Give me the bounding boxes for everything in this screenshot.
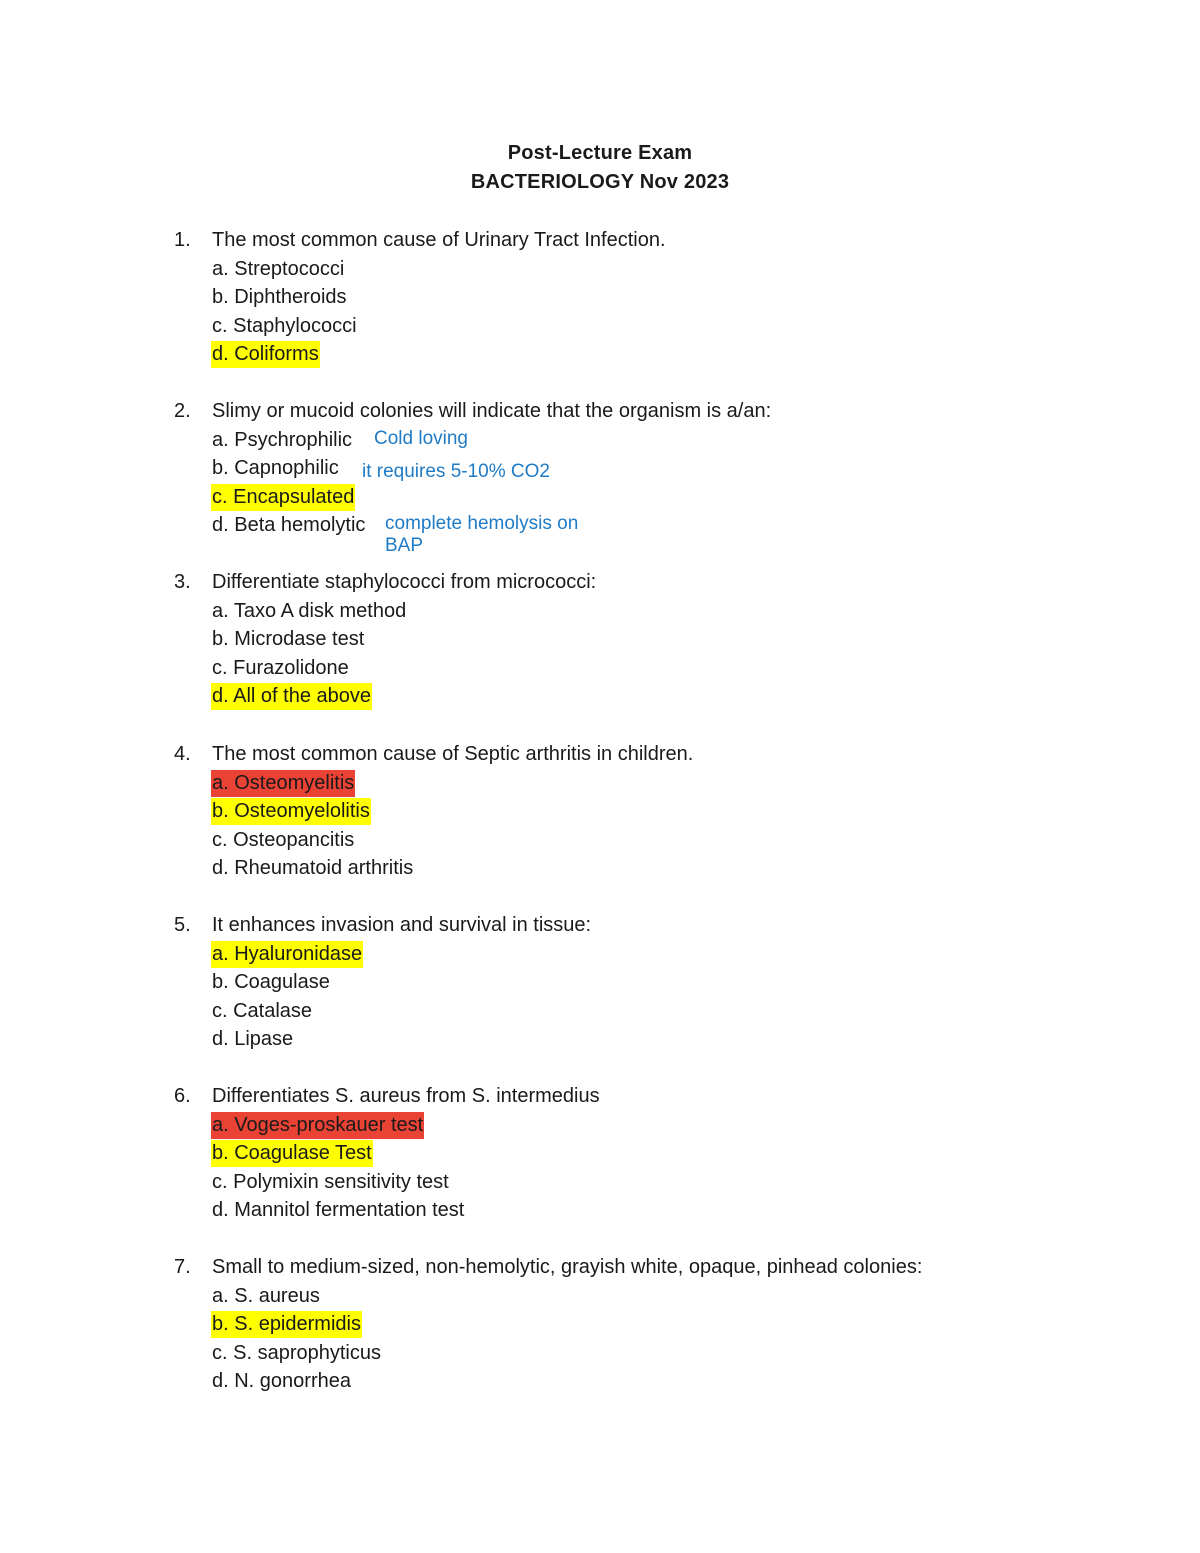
option-b: b. Coagulase	[212, 971, 330, 994]
annotation-capnophilic: it requires 5-10% CO2	[362, 461, 550, 482]
question-stem: Slimy or mucoid colonies will indicate that the organism is a/an:	[212, 400, 772, 422]
option-d: d. Mannitol fermentation test	[212, 1199, 465, 1222]
option-a: a. Streptococci	[212, 257, 345, 280]
option-b-correct: b. Osteomyelolitis	[211, 798, 371, 825]
annotation-psychrophilic: Cold loving	[374, 428, 468, 449]
exam-title: Post-Lecture Exam	[507, 142, 693, 164]
option-b-correct: b. Coagulase Test	[211, 1140, 373, 1167]
option-a-correct: a. Hyaluronidase	[211, 941, 363, 968]
option-c: c. Furazolidone	[212, 656, 349, 679]
option-d: d. Beta hemolytic	[212, 514, 366, 537]
question-number: 5.	[174, 914, 191, 936]
option-d: d. N. gonorrhea	[212, 1370, 351, 1393]
question-stem: Small to medium-sized, non-hemolytic, grayish white, opaque, pinhead colonies:	[212, 1256, 923, 1278]
option-a-wrong: a. Voges-proskauer test	[211, 1112, 424, 1139]
option-b: b. Diphtheroids	[212, 286, 347, 309]
question-number: 6.	[174, 1085, 191, 1107]
option-d: d. Lipase	[212, 1028, 294, 1051]
question-number: 1.	[174, 229, 191, 251]
question-7	[174, 1253, 1134, 1396]
option-a: a. S. aureus	[212, 1284, 320, 1307]
question-number: 3.	[174, 571, 191, 593]
question-stem: The most common cause of Urinary Tract Infection.	[212, 229, 666, 251]
option-a: a. Taxo A disk method	[212, 599, 407, 622]
option-d-correct: d. Coliforms	[211, 341, 320, 368]
option-b-correct: b. S. epidermidis	[211, 1311, 362, 1338]
option-b: b. Capnophilic	[212, 457, 339, 480]
annotation-beta-hemolytic-line2: BAP	[385, 535, 424, 556]
exam-subtitle: BACTERIOLOGY Nov 2023	[470, 171, 730, 193]
option-c: c. Staphylococci	[212, 314, 357, 337]
option-c: c. Osteopancitis	[212, 828, 355, 851]
annotation-beta-hemolytic-line1: complete hemolysis on	[385, 513, 579, 534]
question-stem: It enhances invasion and survival in tissue:	[212, 914, 592, 936]
option-c-correct: c. Encapsulated	[211, 484, 355, 511]
option-c: c. Polymixin sensitivity test	[212, 1170, 449, 1193]
option-d-correct: d. All of the above	[211, 683, 372, 710]
question-stem: The most common cause of Septic arthritis in children.	[212, 743, 694, 765]
question-stem: Differentiate staphylococci from micrococci:	[212, 571, 597, 593]
question-number: 4.	[174, 743, 191, 765]
option-c: c. S. saprophyticus	[212, 1341, 381, 1364]
question-4	[174, 740, 1134, 883]
option-d: d. Rheumatoid arthritis	[212, 857, 414, 880]
question-stem: Differentiates S. aureus from S. intermedius	[212, 1085, 600, 1107]
question-5	[174, 911, 1134, 1054]
option-c: c. Catalase	[212, 999, 313, 1022]
question-6	[174, 1082, 1134, 1225]
question-number: 2.	[174, 400, 191, 422]
question-2	[174, 397, 1134, 540]
question-number: 7.	[174, 1256, 191, 1278]
option-b: b. Microdase test	[212, 628, 365, 651]
question-1	[174, 226, 1134, 369]
option-a: a. Psychrophilic	[212, 428, 353, 451]
option-a-wrong: a. Osteomyelitis	[211, 770, 355, 797]
question-3	[174, 568, 1134, 711]
